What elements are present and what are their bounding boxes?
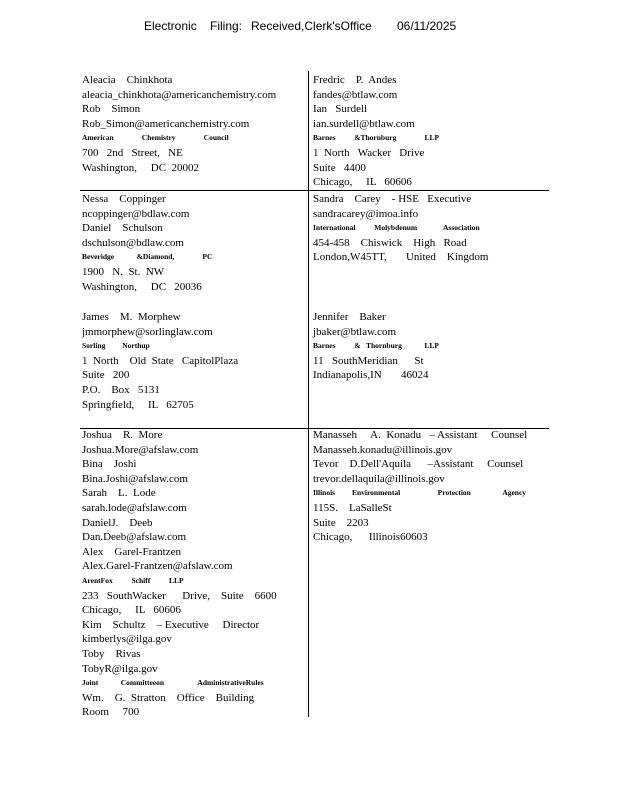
organization-name: ArentFox Schiff LLP [82,575,184,585]
contact-line: Suite 4400 [313,161,366,174]
contact-line: Chicago, Illinois60603 [313,531,428,544]
contact-line: jbaker@btlaw.com [313,325,397,338]
contact-block [313,73,439,190]
contact-line: dschulson@bdlaw.com [82,236,184,249]
contact-line: Rob_Simon@americanchemistry.com [82,117,250,130]
row-divider-1 [80,190,549,191]
contact-block [82,192,212,294]
contact-line: Indianapolis,IN 46024 [313,369,429,382]
contact-block [313,310,439,383]
contact-line: Rob Simon [82,103,141,116]
organization-name: Illinois Environmental Protection Agency [313,488,527,498]
header-date: 06/11/2025 [397,19,457,33]
contact-line: Manasseh A. Konadu – Assistant Counsel [313,429,528,441]
contact-line: Alex Garel-Frantzen [82,545,181,558]
contact-line: 11 SouthMeridian St [313,354,424,367]
contact-line: Daniel Schulson [82,222,163,235]
contact-line: 1 North Wacker Drive [313,146,425,159]
contact-line: 1900 N. St. NW [82,265,165,278]
contact-block [82,310,238,412]
contact-line: sandracarey@imoa.info [313,207,419,220]
contact-line: Springfield, IL 62705 [82,398,194,411]
contact-line: ncoppinger@bdlaw.com [82,207,190,220]
contact-line: Bina.Joshi@afslaw.com [82,472,188,485]
contact-line: Suite 2203 [313,516,369,529]
contact-line: 700 2nd Street, NE [82,146,183,159]
contact-line: Fredric P. Andes [313,74,397,86]
contact-line: kimberlys@ilga.gov [82,633,172,646]
organization-name: Sorling Northup [82,341,150,351]
contact-line: Tevor D.Dell'Aquila –Assistant Counsel [313,458,524,471]
contact-line: Washington, DC 20002 [82,161,200,174]
contact-line: James M. Morphew [82,311,181,323]
contact-line: jmmorphew@sorlinglaw.com [82,325,213,338]
organization-name: Barnes & Thornburg LLP [313,341,439,351]
contact-line: sarah.lode@afslaw.com [82,501,187,514]
contact-line: Ian Surdell [313,103,368,116]
contact-line: Kim Schultz – Executive Director [82,618,260,631]
contact-line: Aleacia Chinkhota [82,74,173,86]
contact-line: Alex.Garel-Frantzen@afslaw.com [82,560,233,573]
header-electronic: Electronic [144,19,197,33]
contact-line: P.O. Box 5131 [82,383,160,396]
contact-line: Washington, DC 20036 [82,280,202,293]
contact-line: Toby Rivas [82,647,141,660]
contact-line: trevor.dellaquila@illinois.gov [313,472,445,485]
column-divider [308,71,309,717]
contact-block [82,73,276,175]
organization-name: American Chemistry Council [82,133,229,143]
organization-name: Barnes &Thornburg LLP [313,133,440,143]
contact-block [82,428,277,720]
contact-line: Dan.Deeb@afslaw.com [82,531,187,544]
contact-line: 1 North Old State CapitolPlaza [82,354,239,367]
contact-line: Sarah L. Lode [82,487,156,500]
contact-line: 454-458 Chiswick High Road [313,236,467,249]
contact-line: 233 SouthWacker Drive, Suite 6600 [82,589,277,602]
contact-line: DanielJ. Deeb [82,516,153,529]
contact-line: Sandra Carey - HSE Executive [313,193,472,205]
header-received: Received,Clerk'sOffice [251,19,372,33]
contact-line: Manasseh.konadu@illinois.gov [313,443,453,456]
contact-line: Joshua R. More [82,429,163,441]
contact-line: aleacia_chinkhota@americanchemistry.com [82,88,277,101]
contact-line: Joshua.More@afslaw.com [82,443,199,456]
contact-block [313,428,527,545]
contact-line: London,W45TT, United Kingdom [313,251,489,264]
organization-name: Joint Committeeon AdministrativeRules [82,678,264,688]
contact-line: Chicago, IL 60606 [313,176,412,189]
contact-line: Chicago, IL 60606 [82,604,181,617]
contact-line: Room 700 [82,706,140,719]
contact-line: Jennifer Baker [313,311,386,323]
contact-line: TobyR@ilga.gov [82,662,158,675]
contact-line: Nessa Coppinger [82,193,166,205]
contact-line: Bina Joshi [82,458,137,471]
organization-name: Beveridge &Diamond, PC [82,252,213,262]
contact-line: fandes@btlaw.com [313,88,398,101]
contact-line: Wm. G. Stratton Office Building [82,691,255,704]
contact-line: ian.surdell@btlaw.com [313,117,415,130]
header-filing: Filing: [210,19,243,33]
contact-line: Suite 200 [82,369,130,382]
contact-line: 115S. LaSalleSt [313,501,392,514]
organization-name: International Molybdenum Association [313,223,480,233]
contact-block [313,192,488,265]
filing-header [0,19,618,37]
